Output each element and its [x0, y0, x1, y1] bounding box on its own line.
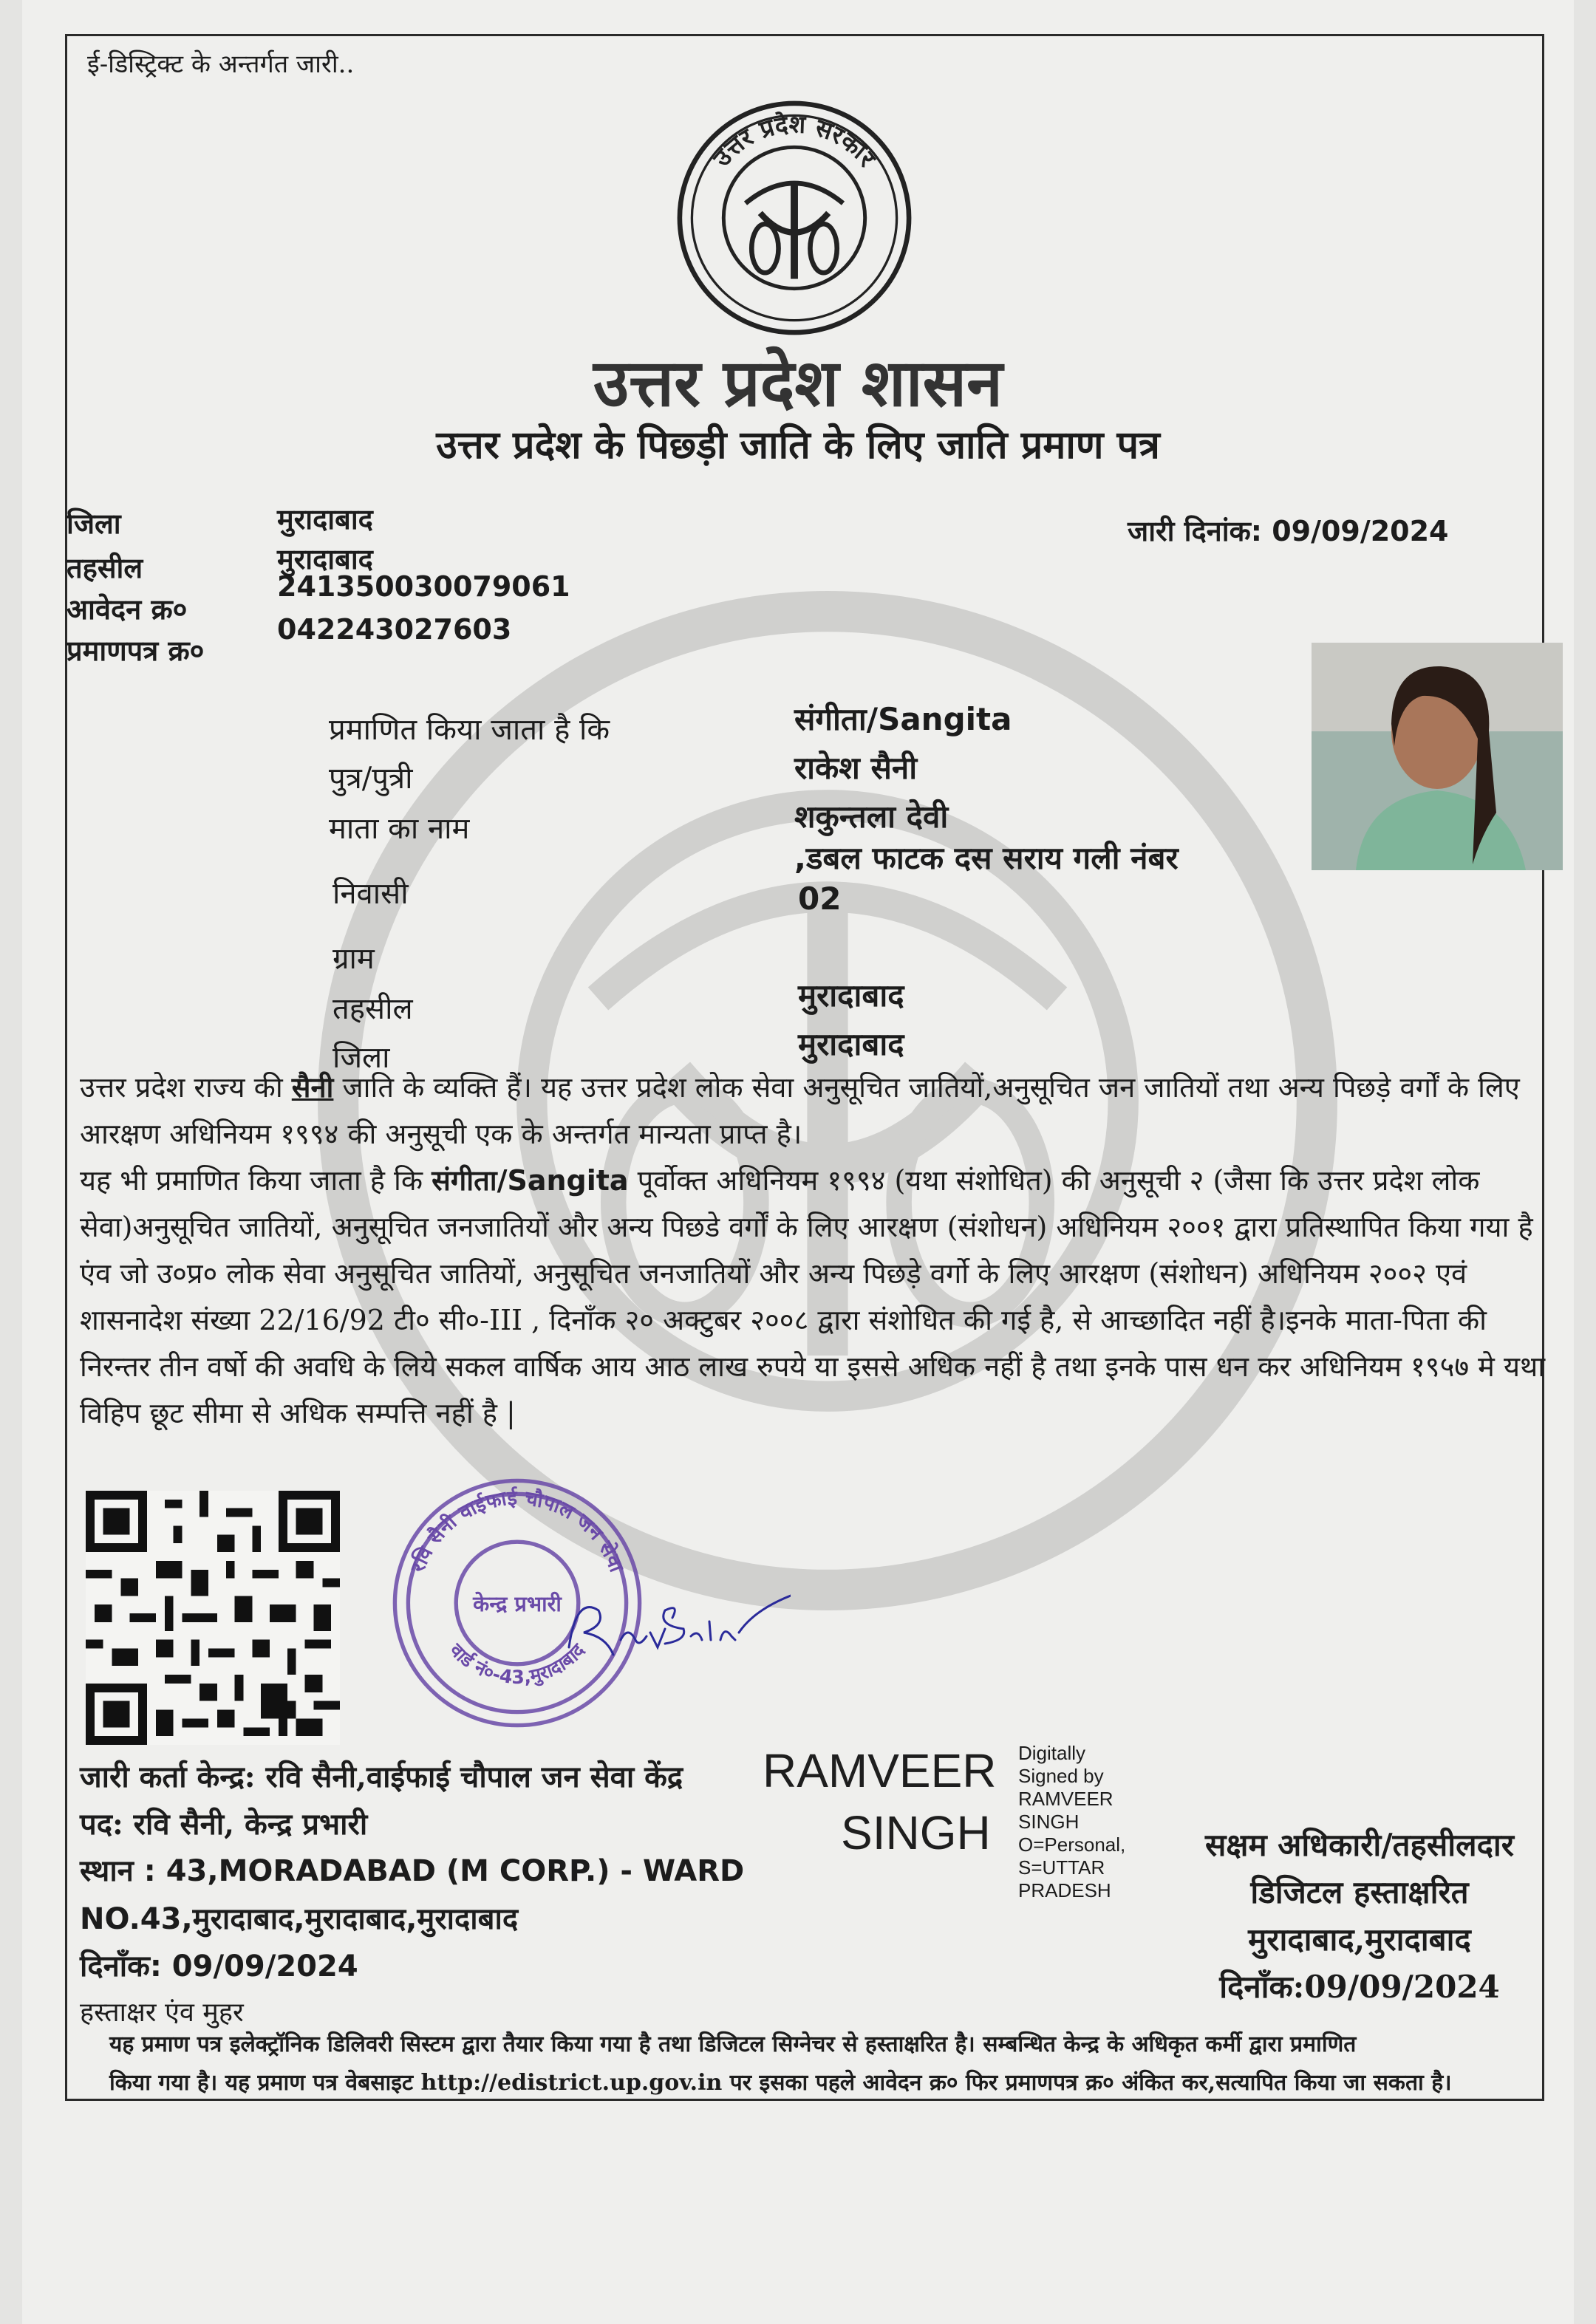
- caste-name: सैनी: [291, 1070, 334, 1104]
- district-value: मुरादाबाद: [798, 1026, 904, 1062]
- meta-label-tehsil: तहसील: [66, 551, 143, 584]
- issuer-place-line1: स्थान : 43,MORADABAD (M CORP.) - WARD: [80, 1854, 745, 1888]
- officer-place: मुरादाबाद,मुरादाबाद: [1248, 1921, 1471, 1958]
- resident-address-line1: ,डबल फाटक दस सराय गली नंबर: [794, 840, 1179, 876]
- stamp-bottom-text: वार्ड नं०-43,मुरादाबाद: [446, 1639, 589, 1688]
- svg-text:रवि सैनी वाईफाई चौपाल जन सेवा: [406, 1486, 628, 1576]
- certificate-body: [80, 1064, 1550, 1437]
- header-note: ई-डिस्ट्रिक्ट के अन्तर्गत जारी..: [87, 49, 355, 79]
- digsig-line: O=Personal,: [1018, 1833, 1126, 1856]
- issuer-place-line2: NO.43,मुरादाबाद,मुरादाबाद,मुरादाबाद: [80, 1902, 519, 1936]
- father-name: राकेश सैनी: [794, 750, 918, 786]
- village-label: ग्राम: [332, 942, 375, 976]
- meta-label-certificate-no: प्रमाणपत्र क्र०: [66, 634, 205, 667]
- digital-signature-details: [1018, 1742, 1151, 1902]
- applicant-photo: [1312, 643, 1563, 870]
- resident-address-line2: 02: [798, 881, 842, 917]
- government-title: उत्तर प्रदेश शासन: [593, 344, 1003, 421]
- meta-value-certificate-no: 042243027603: [277, 613, 512, 646]
- stamp-ring-text: रवि सैनी वाईफाई चौपाल जन सेवा: [406, 1486, 628, 1576]
- footer-line-1: यह प्रमाण पत्र इलेक्ट्रॉनिक डिलिवरी सिस्टम द्वारा तैयार किया गया है तथा डिजिटल सिग्नेचर से हस्ताक्षरित है। सम्बन्धित केन्द्र के अधिकृत कर्मी द्वारा प्रमाणित: [109, 2031, 1357, 2057]
- meta-value-tehsil: मुरादाबाद: [277, 543, 373, 575]
- digsig-line: Signed by: [1018, 1765, 1104, 1787]
- body-p1-before: उत्तर प्रदेश राज्य की: [80, 1071, 292, 1104]
- body-paragraph-1: [80, 1064, 1550, 1158]
- meta-label-district: जिला: [66, 507, 121, 540]
- digital-signer-name-line2: SINGH: [841, 1806, 991, 1859]
- digsig-line: Digitally: [1018, 1742, 1086, 1764]
- digsig-line: PRADESH: [1018, 1879, 1111, 1901]
- digital-signer-name-line1: RAMVEER: [763, 1744, 997, 1797]
- issuer-post: पद: रवि सैनी, केन्द्र प्रभारी: [80, 1807, 368, 1842]
- footer-line-2: किया गया है। यह प्रमाण पत्र वेबसाइट http://edistrict.up.gov.in पर इसका पहले आवेदन क्र० फिर प्रमाणपत्र क्र० अंकित कर,सत्यापित किया जा सकता है।: [109, 2070, 1452, 2096]
- certificate-title: उत्तर प्रदेश के पिछ्ड़ी जाति के लिए जाति प्रमाण पत्र: [436, 423, 1160, 468]
- issue-date: जारी दिनांक: 09/09/2024: [1128, 515, 1449, 547]
- stamp-center-text: केन्द्र प्रभारी: [473, 1590, 562, 1616]
- body-p2-before: यह भी प्रमाणित किया जाता है कि: [80, 1164, 432, 1197]
- issuing-center: जारी कर्ता केन्द्र: रवि सैनी,वाईफाई चौपाल जन सेवा केंद्र: [80, 1760, 683, 1794]
- resident-label: निवासी: [332, 877, 409, 911]
- child-of-label: पुत्र/पुत्री: [329, 762, 413, 796]
- tehsil-label: तहसील: [332, 992, 413, 1026]
- body-p1-after: जाति के व्यक्ति हैं। यह उत्तर प्रदेश लोक सेवा अनुसूचित जातियों,अनुसूचित जन जातियों तथा अन्य पिछड़े वर्गों के लिए आरक्षण अधिनियम १९९४ की अनुसूची एक के अन्तर्गत मान्यता प्राप्त है।: [80, 1071, 1520, 1150]
- up-emblem-icon: [672, 96, 916, 340]
- digsig-line: RAMVEER: [1018, 1788, 1114, 1810]
- mother-name: शकुन्तला देवी: [794, 799, 949, 835]
- meta-value-application-no: 241350030079061: [277, 570, 570, 603]
- officer-digitally-signed: डिजिटल हस्ताक्षरित: [1250, 1874, 1469, 1910]
- body-applicant-name: संगीता/Sangita: [432, 1164, 629, 1197]
- officer-date: दिनाँक:09/09/2024: [1219, 1969, 1500, 2005]
- officer-title: सक्षम अधिकारी/तहसीलदार: [1205, 1827, 1514, 1863]
- certified-name: संगीता/Sangita: [794, 701, 1012, 737]
- tehsil-value: मुरादाबाद: [798, 977, 904, 1014]
- meta-label-application-no: आवेदन क्र०: [66, 592, 188, 626]
- district-label: जिला: [332, 1041, 390, 1075]
- meta-value-district: मुरादाबाद: [277, 503, 373, 536]
- certified-label: प्रमाणित किया जाता है कि: [329, 713, 610, 747]
- digsig-line: S=UTTAR: [1018, 1856, 1105, 1879]
- sign-and-seal-label: हस्ताक्षर एंव मुहर: [80, 1997, 244, 2028]
- digsig-line: SINGH: [1018, 1811, 1080, 1833]
- certificate-page: [22, 0, 1574, 2324]
- emblem-ring-text: उत्तर प्रदेश सरकार: [706, 109, 882, 172]
- body-p2-after: पूर्वोक्त अधिनियम १९९४ (यथा संशोधित) की अनुसूची २ (जैसा कि उत्तर प्रदेश लोक सेवा)अनुसूचित जातियों, अनुसूचित जनजातियों और अन्य पिछडे वर्गों के लिए आरक्षण (संशोधन) अधिनियम २००१ द्वारा प्रतिस्थापित किया गया है एंव जो उ०प्र० लोक सेवा अनुसूचित जातियों, अनुसूचित जनजातियों और अन्य पिछड़े वर्गो के लिए आरक्षण (संशोधन) अधिनियम २००२ एवं शासनादेश संख्या 22/16/92 टी० सी०-III , दिनाँक २० अक्टुबर २००८ द्वारा संशोधित की गई है, से आच्छादित नहीं है।इनके माता-पिता की निरन्तर तीन वर्षो की अवधि के लिये सकल वार्षिक आय आठ लाख रुपये या इससे अधिक नहीं है तथा इनके पास धन कर अधिनियम १९५७ मे यथा विहिप छूट सीमा से अधिक सम्पत्ति नहीं है |: [80, 1164, 1546, 1429]
- footer-note: [109, 2026, 1543, 2102]
- mother-label: माता का नाम: [329, 812, 470, 846]
- qr-code: [86, 1491, 340, 1745]
- body-paragraph-2: [80, 1158, 1550, 1437]
- issuer-date: दिनाँक: 09/09/2024: [80, 1949, 358, 1983]
- handwritten-signature: [554, 1566, 791, 1669]
